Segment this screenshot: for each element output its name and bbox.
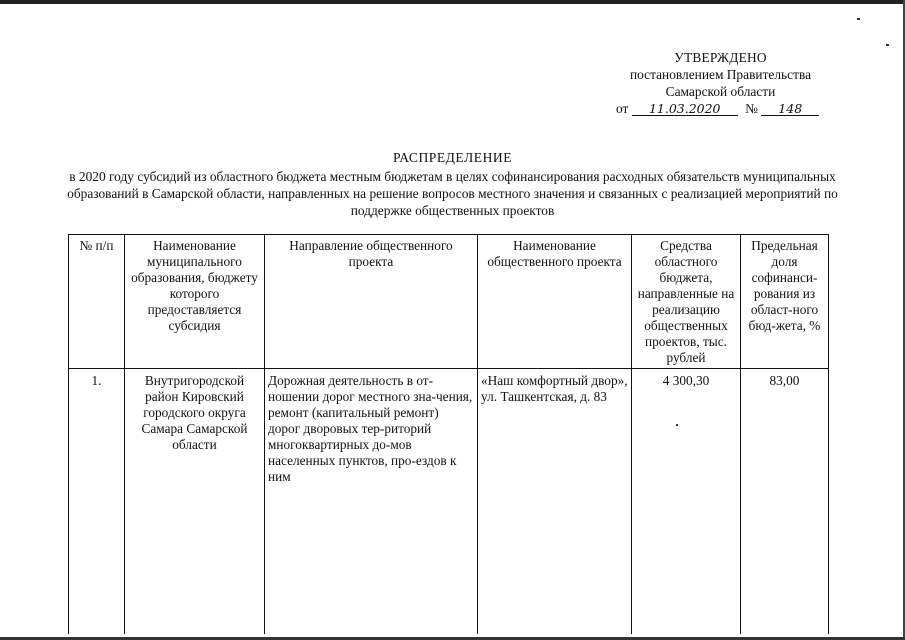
table-row xyxy=(69,369,829,635)
scan-speck xyxy=(886,44,889,46)
approval-number-field xyxy=(761,102,819,116)
header-number: № п/п xyxy=(69,235,125,369)
header-direction: Направление общественного проекта xyxy=(265,235,478,369)
approval-date-handwritten: 11.03.2020 xyxy=(648,101,721,116)
header-share: Предельная доля софинанси-рования из област-ного бюд-жета, % xyxy=(741,235,829,369)
cell-funds: 4 300,30 xyxy=(632,369,741,635)
cell-number: 1. xyxy=(69,369,125,635)
approval-stamp xyxy=(608,49,833,117)
table-header-row xyxy=(69,235,829,369)
approval-date-field xyxy=(632,102,738,116)
approval-number-handwritten: 148 xyxy=(778,101,803,116)
document-title: РАСПРЕДЕЛЕНИЕ xyxy=(392,150,513,165)
document-subtitle: в 2020 году субсидий из областного бюджета местным бюджетам в целях софинансирования расходных обязательств муниципальных образований в Самарской области, направленных на решение вопросов местного значения и связанных с реализацией мероприятий по поддержке общественных проектов xyxy=(67,169,838,218)
approval-from-prefix: от xyxy=(616,101,629,116)
scan-border-top xyxy=(0,0,905,4)
approval-date-number-line xyxy=(608,100,833,117)
header-funds: Средства областного бюджета, направленные на реализацию общественных проектов, тыс. рублей xyxy=(632,235,741,369)
distribution-table xyxy=(68,234,829,634)
cell-direction: Дорожная деятельность в от-ношении дорог местного зна-чения, ремонт (капитальный ремонт) дорог дворовых тер-риторий многоквартирных до-мов населенных пунктов, про-ездов к ним xyxy=(265,369,478,635)
scan-speck xyxy=(857,18,860,20)
header-municipality: Наименование муниципального образования, бюджету которого предоставляется субсидия xyxy=(125,235,265,369)
approval-line-2: постановлением Правительства xyxy=(629,67,812,82)
cell-share: 83,00 xyxy=(741,369,829,635)
approval-number-prefix: № xyxy=(745,101,758,116)
approval-heading: УТВЕРЖДЕНО xyxy=(674,50,767,65)
approval-line-3: Самарской области xyxy=(665,84,776,99)
header-project-name: Наименование общественного проекта xyxy=(478,235,632,369)
cell-project-name: «Наш комфортный двор», ул. Ташкентская, д. 83 xyxy=(478,369,632,635)
cell-municipality: Внутригородской район Кировский городского округа Самара Самарской области xyxy=(125,369,265,635)
